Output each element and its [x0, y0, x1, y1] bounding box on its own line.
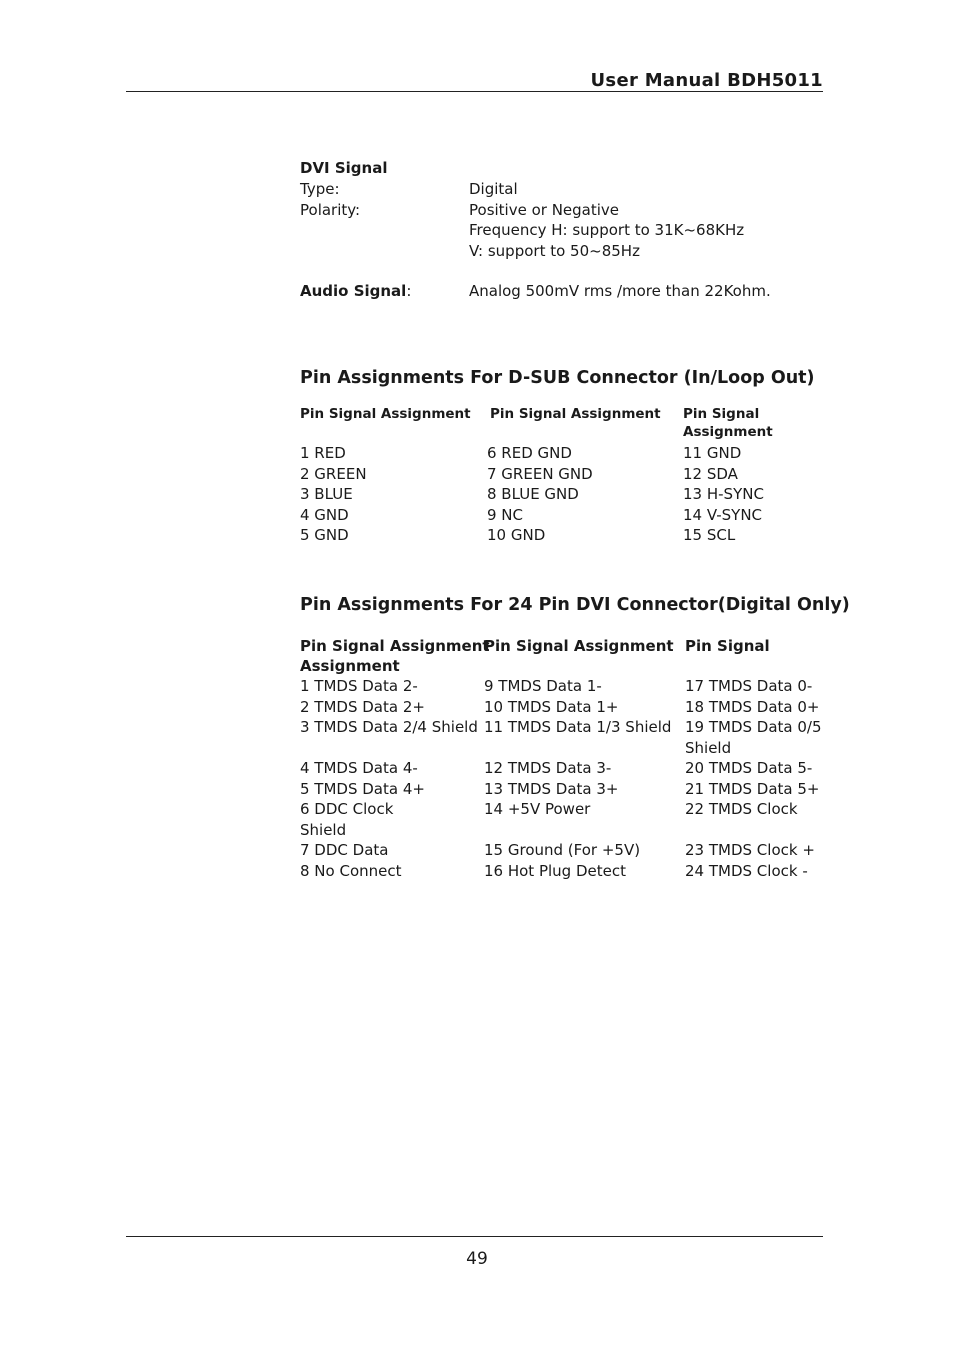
- dvi-pin: 3 TMDS Data 2/4 Shield: [300, 718, 478, 736]
- dvi-pin-spacer: [484, 820, 671, 841]
- dsub-pin: 9 NC: [487, 505, 524, 524]
- dvi-pin: 11 TMDS Data 1/3 Shield: [484, 718, 672, 736]
- dvi-pin: 24 TMDS Clock -: [685, 861, 808, 880]
- audio-signal-value: Analog 500mV rms /more than 22Kohm.: [469, 282, 771, 300]
- dsub-heading: Pin Assignments For D-SUB Connector (In/Loop Out): [300, 368, 815, 388]
- footer-rule: [126, 1236, 823, 1237]
- audio-signal-label-text: Audio Signal: [300, 282, 407, 300]
- dvi-pin: 20 TMDS Data 5-: [685, 759, 813, 777]
- manual-title: User Manual BDH5011: [590, 70, 823, 91]
- dvi-pin: 15 Ground (For +5V): [484, 841, 641, 859]
- dvi-pin: 8 No Connect: [300, 861, 402, 880]
- dsub-pin: 5 GND: [300, 526, 349, 544]
- dsub-pin: 15 SCL: [683, 526, 736, 544]
- dvi-pin: 7 DDC Data: [300, 841, 389, 859]
- dvi-pin: 22 TMDS Clock: [685, 800, 798, 818]
- dvi-col2-header: Pin Signal Assignment: [484, 637, 674, 655]
- dvi-pin: 9 TMDS Data 1-: [484, 677, 602, 695]
- type-value: Digital: [469, 180, 518, 198]
- dvi-col3-header: Pin Signal: [685, 637, 770, 655]
- dvi-pin: 2 TMDS Data 2+: [300, 697, 425, 716]
- dvi-signal-heading: DVI Signal: [300, 159, 388, 177]
- dvi-col1-header: Pin Signal Assignment: [300, 637, 490, 655]
- page-number: 49: [466, 1249, 488, 1269]
- dsub-col3: [683, 443, 764, 546]
- dsub-col3-header: Pin Signal: [683, 406, 760, 422]
- dvi-pin: 23 TMDS Clock +: [685, 841, 815, 859]
- dsub-pin: 12 SDA: [683, 464, 738, 483]
- type-label: Type:: [300, 180, 340, 198]
- dsub-pin: 6 RED GND: [487, 444, 572, 462]
- dvi-pin: 1 TMDS Data 2-: [300, 677, 418, 695]
- dvi-pin: 5 TMDS Data 4+: [300, 779, 425, 798]
- dvi-pin: 10 TMDS Data 1+: [484, 697, 619, 716]
- dvi-pin-spacer: [685, 820, 822, 841]
- dvi-pin: 16 Hot Plug Detect: [484, 861, 626, 880]
- dsub-col3-header-line2: Assignment: [683, 424, 773, 440]
- polarity-label: Polarity:: [300, 201, 361, 219]
- dvi-pin: 19 TMDS Data 0/5: [685, 718, 822, 736]
- dvi-heading: Pin Assignments For 24 Pin DVI Connector(Digital Only): [300, 595, 850, 615]
- dsub-col1: [300, 443, 367, 546]
- dsub-pin: 3 BLUE: [300, 485, 353, 503]
- dsub-pin: 1 RED: [300, 444, 346, 462]
- dvi-pin: 17 TMDS Data 0-: [685, 677, 813, 695]
- dsub-col2: [487, 443, 593, 546]
- frequency-v-value: V: support to 50~85Hz: [469, 242, 640, 260]
- dvi-pin: 18 TMDS Data 0+: [685, 697, 820, 716]
- dvi-col1: [300, 676, 478, 881]
- audio-signal-colon: :: [406, 282, 412, 300]
- dsub-col2-header: Pin Signal Assignment: [490, 406, 661, 422]
- dsub-pin: 7 GREEN GND: [487, 464, 593, 483]
- dvi-pin: 13 TMDS Data 3+: [484, 779, 619, 798]
- dvi-pin: 14 +5V Power: [484, 800, 591, 818]
- dsub-pin: 14 V-SYNC: [683, 505, 763, 524]
- dsub-col1-header: Pin Signal Assignment: [300, 406, 471, 422]
- dsub-pin: 2 GREEN: [300, 464, 367, 483]
- dvi-pin: 4 TMDS Data 4-: [300, 759, 418, 777]
- dvi-pin-spacer: [484, 738, 671, 759]
- dvi-pin: Shield: [300, 820, 347, 839]
- dvi-col3: [685, 676, 822, 881]
- frequency-h-value: Frequency H: support to 31K~68KHz: [469, 221, 745, 239]
- dsub-pin: 8 BLUE GND: [487, 485, 579, 503]
- dvi-pin: 12 TMDS Data 3-: [484, 759, 612, 777]
- dvi-pin-spacer: [300, 738, 478, 759]
- dsub-pin: 11 GND: [683, 444, 742, 462]
- dvi-pin: 21 TMDS Data 5+: [685, 779, 820, 798]
- dvi-col2: [484, 676, 671, 881]
- dvi-pin: 6 DDC Clock: [300, 800, 394, 818]
- dsub-pin: 4 GND: [300, 505, 349, 524]
- dsub-pin: 13 H-SYNC: [683, 485, 764, 503]
- dsub-pin: 10 GND: [487, 526, 546, 544]
- audio-signal-label: [300, 281, 411, 302]
- dvi-pin: Shield: [685, 738, 732, 757]
- polarity-value: Positive or Negative: [469, 201, 620, 219]
- header-rule: [126, 91, 823, 92]
- dvi-col1-header-line2: Assignment: [300, 657, 400, 675]
